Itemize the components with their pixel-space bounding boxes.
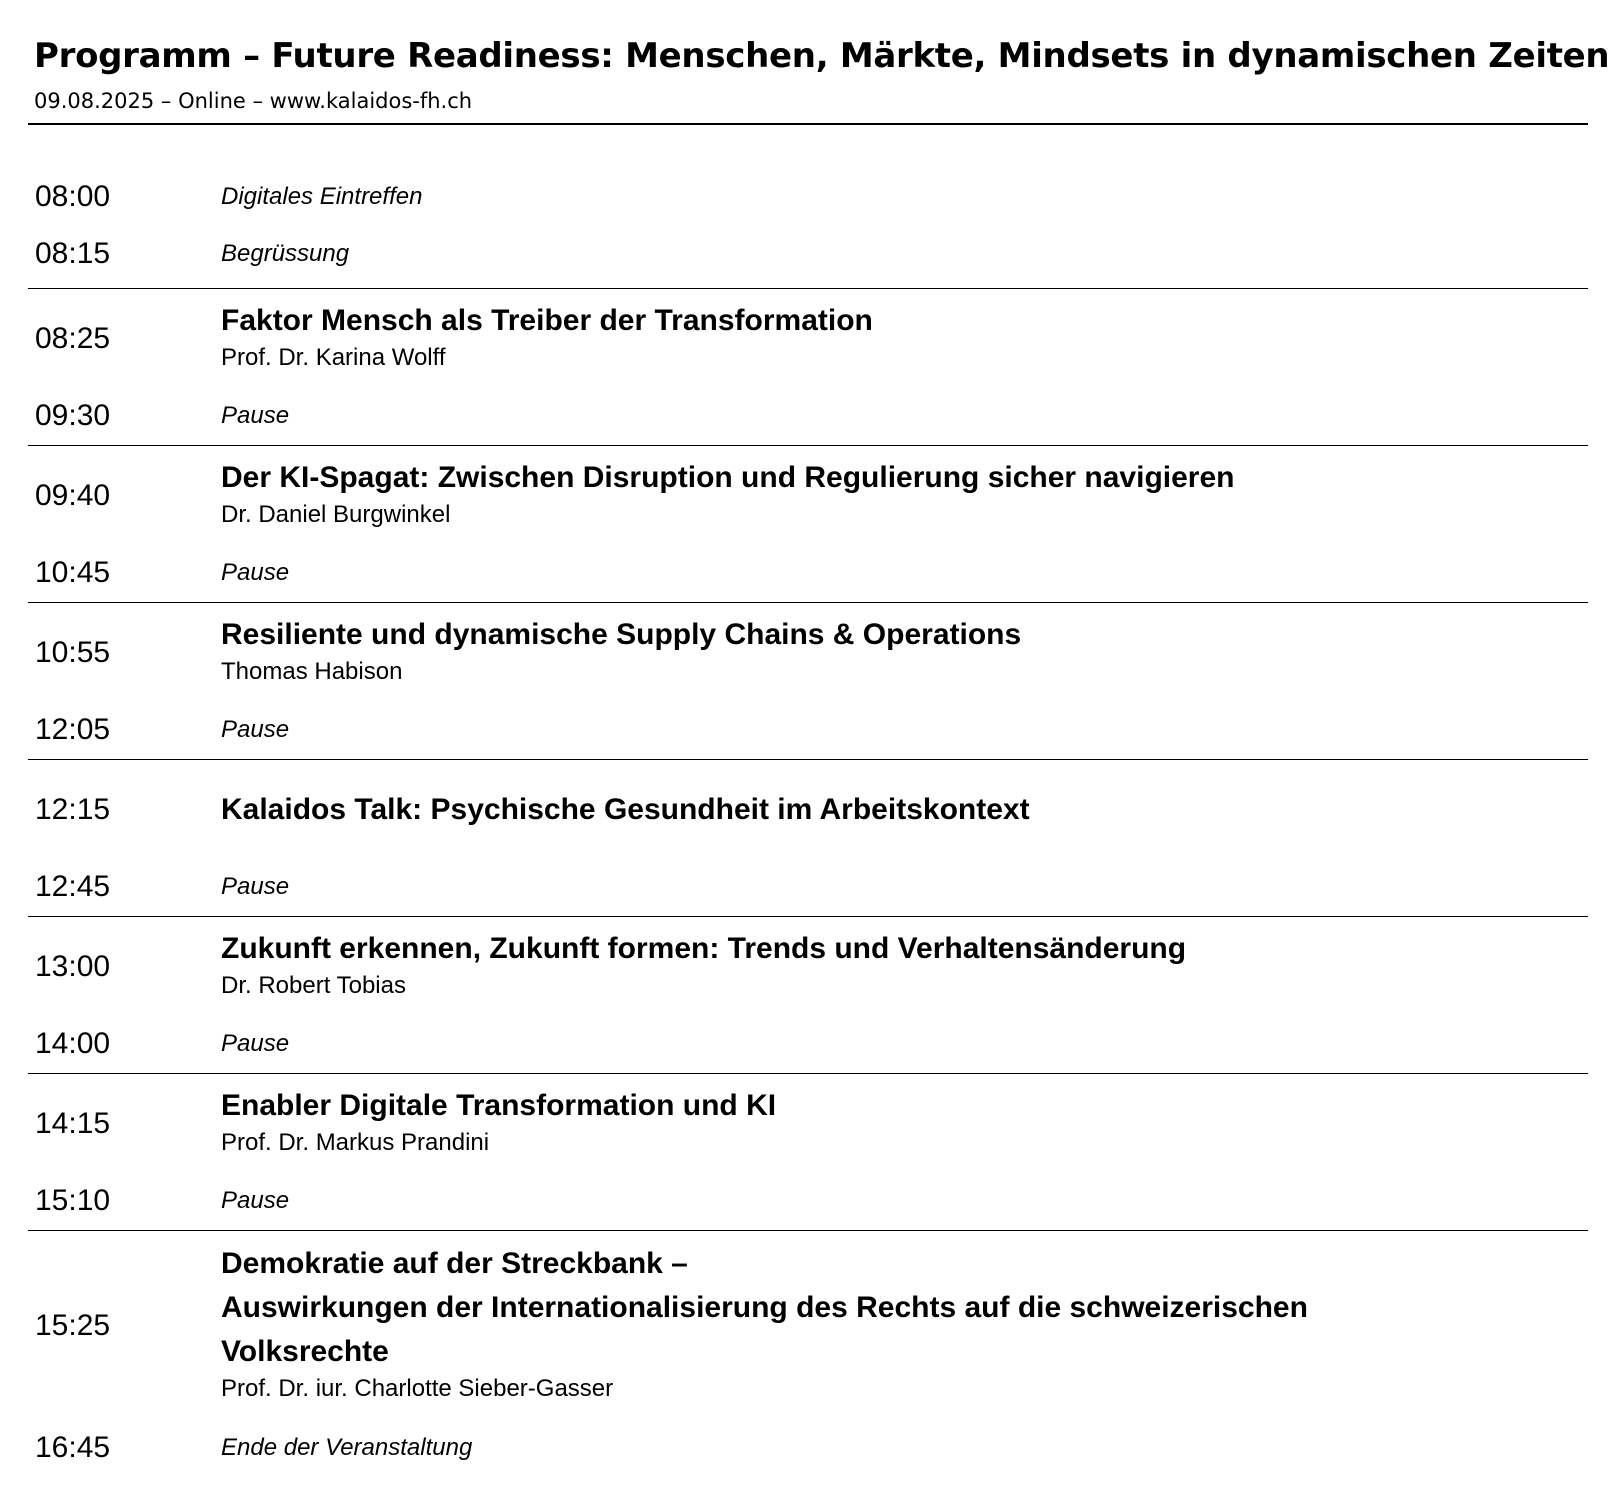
session-title: Enabler Digitale Transformation und KI [221, 1089, 777, 1122]
agenda-time: 08:00 [35, 180, 111, 213]
break-label: Pause [221, 1187, 290, 1214]
agenda-session [28, 288, 1588, 446]
session-title: Kalaidos Talk: Psychische Gesundheit im Arbeitskontext [221, 793, 1030, 826]
session-time: 14:15 [35, 1107, 111, 1140]
session-speaker: Thomas Habison [221, 658, 403, 685]
session-time: 08:25 [35, 322, 111, 355]
session-title-line: Volksrechte [221, 1335, 389, 1368]
header-divider [28, 123, 1588, 125]
break-time: 12:45 [35, 870, 111, 903]
agenda-session [28, 602, 1588, 760]
session-title: Faktor Mensch als Treiber der Transformation [221, 304, 873, 337]
break-label: Pause [221, 873, 290, 900]
agenda-session [28, 916, 1588, 1074]
session-time: 15:25 [35, 1309, 111, 1342]
break-label: Pause [221, 1030, 290, 1057]
session-title-line: Auswirkungen der Internationalisierung des Rechts auf die schweizerischen [221, 1291, 1308, 1324]
session-speaker: Prof. Dr. Markus Prandini [221, 1129, 490, 1156]
break-time: 09:30 [35, 399, 111, 432]
session-time: 10:55 [35, 636, 111, 669]
break-label: Pause [221, 716, 290, 743]
session-speaker: Dr. Robert Tobias [221, 972, 406, 999]
session-time: 13:00 [35, 950, 111, 983]
session-speaker: Prof. Dr. Karina Wolff [221, 344, 446, 371]
agenda-session [28, 445, 1588, 603]
agenda-session [28, 1073, 1588, 1231]
break-label: Pause [221, 559, 290, 586]
agenda-note: Digitales Eintreffen [221, 183, 423, 210]
session-time: 12:15 [35, 793, 111, 826]
agenda-note: Begrüssung [221, 240, 350, 267]
session-time: 09:40 [35, 479, 111, 512]
agenda-session [28, 759, 1588, 917]
session-title-line: Demokratie auf der Streckbank – [221, 1247, 688, 1280]
session-speaker: Dr. Daniel Burgwinkel [221, 501, 451, 528]
break-time: 12:05 [35, 713, 111, 746]
end-label: Ende der Veranstaltung [221, 1434, 473, 1461]
page-subtitle: 09.08.2025 – Online – www.kalaidos-fh.ch [34, 89, 473, 113]
break-time: 10:45 [35, 556, 111, 589]
session-title: Zukunft erkennen, Zukunft formen: Trends und Verhaltensänderung [221, 932, 1187, 965]
break-time: 14:00 [35, 1027, 111, 1060]
break-time: 15:10 [35, 1184, 111, 1217]
session-title: Resiliente und dynamische Supply Chains & Operations [221, 618, 1022, 651]
agenda-intro-block [28, 170, 1588, 288]
page-title: Programm – Future Readiness: Menschen, Märkte, Mindsets in dynamischen Zeiten [34, 36, 1610, 76]
session-speaker: Prof. Dr. iur. Charlotte Sieber-Gasser [221, 1375, 614, 1402]
agenda-time: 08:15 [35, 237, 111, 270]
agenda-session [28, 1230, 1588, 1476]
end-time: 16:45 [35, 1431, 111, 1464]
break-label: Pause [221, 402, 290, 429]
session-title: Der KI-Spagat: Zwischen Disruption und Regulierung sicher navigieren [221, 461, 1235, 494]
